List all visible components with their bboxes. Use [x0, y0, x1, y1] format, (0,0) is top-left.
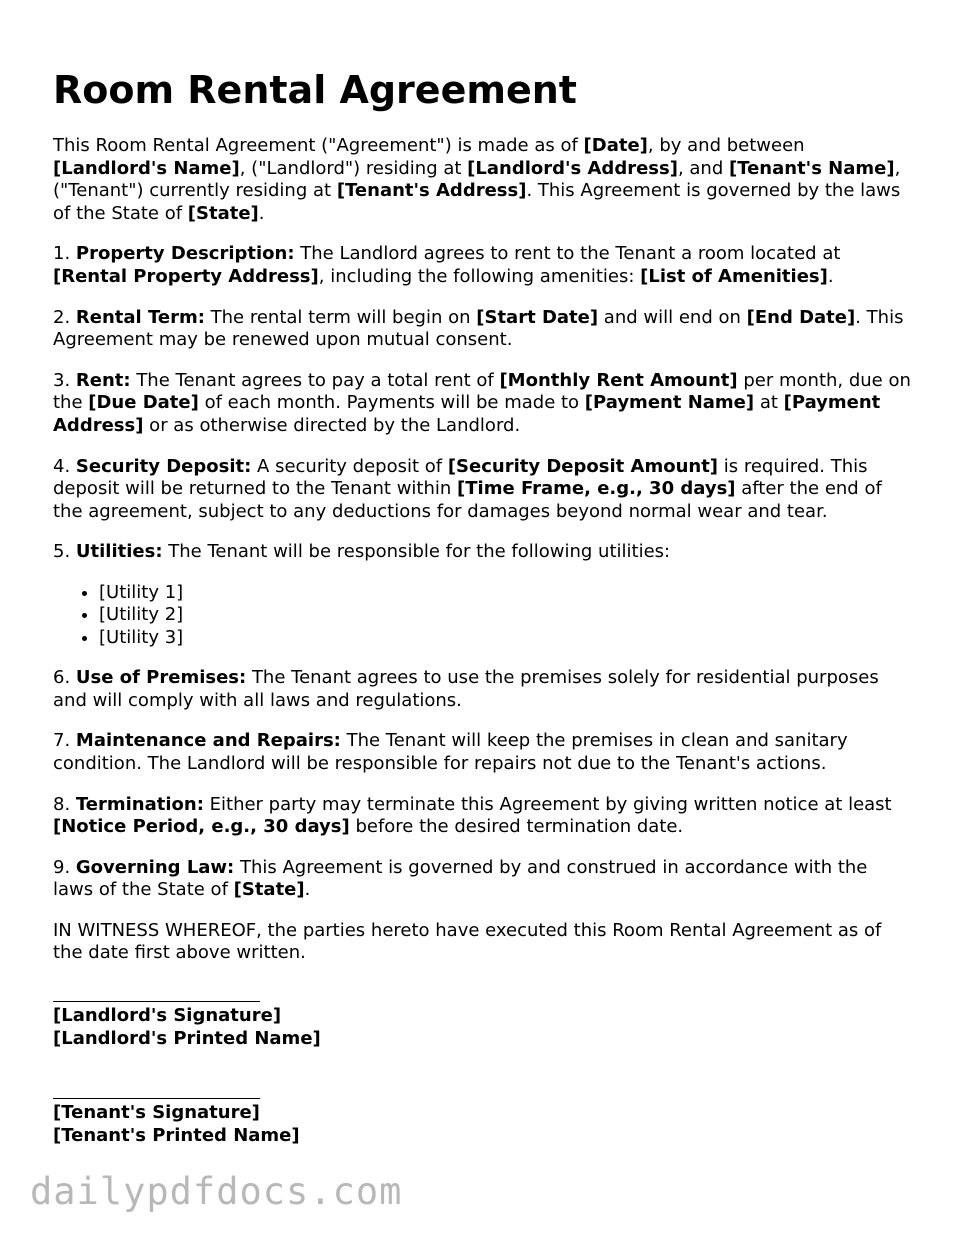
signature-line — [53, 1090, 260, 1099]
intro-text: , by and between — [647, 135, 805, 156]
section-number: 6. — [53, 667, 76, 689]
notice-period-placeholder: [Notice Period, e.g., 30 days] — [53, 816, 350, 838]
amenities-placeholder: [List of Amenities] — [640, 265, 828, 287]
section-text: The Landlord agrees to rent to the Tenant a room located at — [294, 243, 841, 265]
section-text: A security deposit of — [251, 455, 448, 477]
section-text: . — [827, 265, 834, 287]
section-governing-law — [53, 857, 913, 902]
intro-text: , ("Tenant") currently residing at — [53, 157, 901, 202]
document-title: Room Rental Agreement — [53, 68, 577, 112]
document-page — [53, 66, 913, 1147]
intro-text: . — [258, 202, 265, 224]
intro-text: . This Agreement is governed by the laws of the State of — [53, 180, 901, 224]
section-text: The Tenant will keep the premises in clean and sanitary condition. The Landlord will be responsible for repairs not due to the Tenant's actions. — [53, 730, 848, 774]
section-text: The Tenant agrees to pay a total rent of — [130, 369, 500, 391]
section-utilities — [53, 541, 913, 564]
tenant-address-placeholder: [Tenant's Address] — [336, 180, 527, 202]
tenant-signature-label: [Tenant's Signature] — [53, 1102, 260, 1124]
section-text: The Tenant will be responsible for the following utilities: — [162, 541, 671, 563]
state-placeholder: [State] — [233, 879, 305, 901]
section-number: 9. — [53, 856, 76, 878]
date-placeholder: [Date] — [583, 135, 648, 156]
security-deposit-placeholder: [Security Deposit Amount] — [447, 455, 719, 477]
section-text: . — [304, 879, 311, 901]
section-text: per month, due on the — [53, 369, 911, 414]
section-heading: Property Description: — [75, 243, 295, 265]
section-number: 7. — [53, 730, 76, 752]
payment-name-placeholder: [Payment Name] — [584, 392, 755, 414]
section-heading: Rent: — [75, 369, 131, 391]
section-heading: Governing Law: — [75, 856, 235, 878]
section-text: at — [754, 392, 784, 414]
section-number: 2. — [53, 306, 76, 328]
section-text: is required. This deposit will be returned to the Tenant within — [53, 455, 868, 500]
landlord-address-placeholder: [Landlord's Address] — [467, 157, 678, 179]
section-text: after the end of the agreement, subject to any deductions for damages beyond normal wear and tear. — [53, 478, 882, 522]
section-text: of each month. Payments will be made to — [198, 392, 585, 414]
section-number: 1. — [53, 243, 76, 265]
watermark: dailypdfdocs.com — [30, 1170, 403, 1213]
section-heading: Use of Premises: — [75, 667, 247, 689]
section-text: before the desired termination date. — [349, 816, 684, 838]
tenant-signature-block — [53, 1090, 913, 1147]
section-rental-term — [53, 307, 913, 352]
intro-text: , and — [677, 157, 729, 179]
intro-text: , ("Landlord") residing at — [239, 157, 468, 179]
intro-text: This Room Rental Agreement ("Agreement") is made as of — [53, 135, 584, 156]
section-heading: Utilities: — [75, 541, 163, 563]
landlord-name-placeholder: [Landlord's Name] — [53, 157, 240, 179]
section-security-deposit — [53, 456, 913, 524]
list-item: • [Utility 3] — [99, 627, 913, 649]
section-termination — [53, 794, 913, 839]
section-rent — [53, 370, 913, 438]
section-text: or as otherwise directed by the Landlord. — [143, 414, 521, 436]
section-maintenance-repairs — [53, 730, 913, 775]
section-number: 5. — [53, 541, 76, 563]
list-item: • [Utility 1] — [99, 582, 913, 604]
end-date-placeholder: [End Date] — [746, 306, 856, 328]
section-heading: Security Deposit: — [75, 455, 252, 477]
section-text: Either party may terminate this Agreement by giving written notice at least — [203, 793, 892, 815]
section-text: The Tenant agrees to use the premises solely for residential purposes and will comply with all laws and regulations. — [53, 667, 879, 711]
monthly-rent-placeholder: [Monthly Rent Amount] — [499, 369, 738, 391]
signature-line — [53, 993, 260, 1002]
section-text: The rental term will begin on — [204, 306, 477, 328]
section-heading: Maintenance and Repairs: — [75, 730, 341, 752]
payment-address-placeholder: [Payment Address] — [53, 392, 881, 436]
section-text: . This Agreement may be renewed upon mutual consent. — [53, 306, 904, 351]
section-text: This Agreement is governed by and construed in accordance with the laws of the State of — [53, 856, 868, 901]
start-date-placeholder: [Start Date] — [476, 306, 599, 328]
witness-clause: IN WITNESS WHEREOF, the parties hereto have executed this Room Rental Agreement as of the date first above written. — [53, 919, 882, 964]
time-frame-placeholder: [Time Frame, e.g., 30 days] — [457, 478, 736, 500]
section-number: 4. — [53, 455, 76, 477]
tenant-printed-name-label: [Tenant's Printed Name] — [53, 1124, 300, 1146]
section-number: 3. — [53, 369, 76, 391]
rental-property-address-placeholder: [Rental Property Address] — [53, 265, 319, 287]
section-text: , including the following amenities: — [318, 265, 641, 287]
section-use-of-premises — [53, 667, 913, 712]
landlord-signature-block — [53, 993, 913, 1050]
list-item: • [Utility 2] — [99, 604, 913, 626]
tenant-name-placeholder: [Tenant's Name] — [728, 157, 895, 179]
utilities-list — [53, 582, 913, 649]
landlord-signature-label: [Landlord's Signature] — [53, 1005, 282, 1027]
section-heading: Rental Term: — [75, 306, 205, 328]
intro-paragraph — [53, 135, 913, 225]
section-number: 8. — [53, 793, 76, 815]
landlord-printed-name-label: [Landlord's Printed Name] — [53, 1027, 321, 1049]
state-placeholder: [State] — [187, 202, 259, 224]
due-date-placeholder: [Due Date] — [88, 392, 199, 414]
section-text: and will end on — [598, 306, 747, 328]
section-property-description — [53, 243, 913, 288]
section-heading: Termination: — [75, 793, 204, 815]
